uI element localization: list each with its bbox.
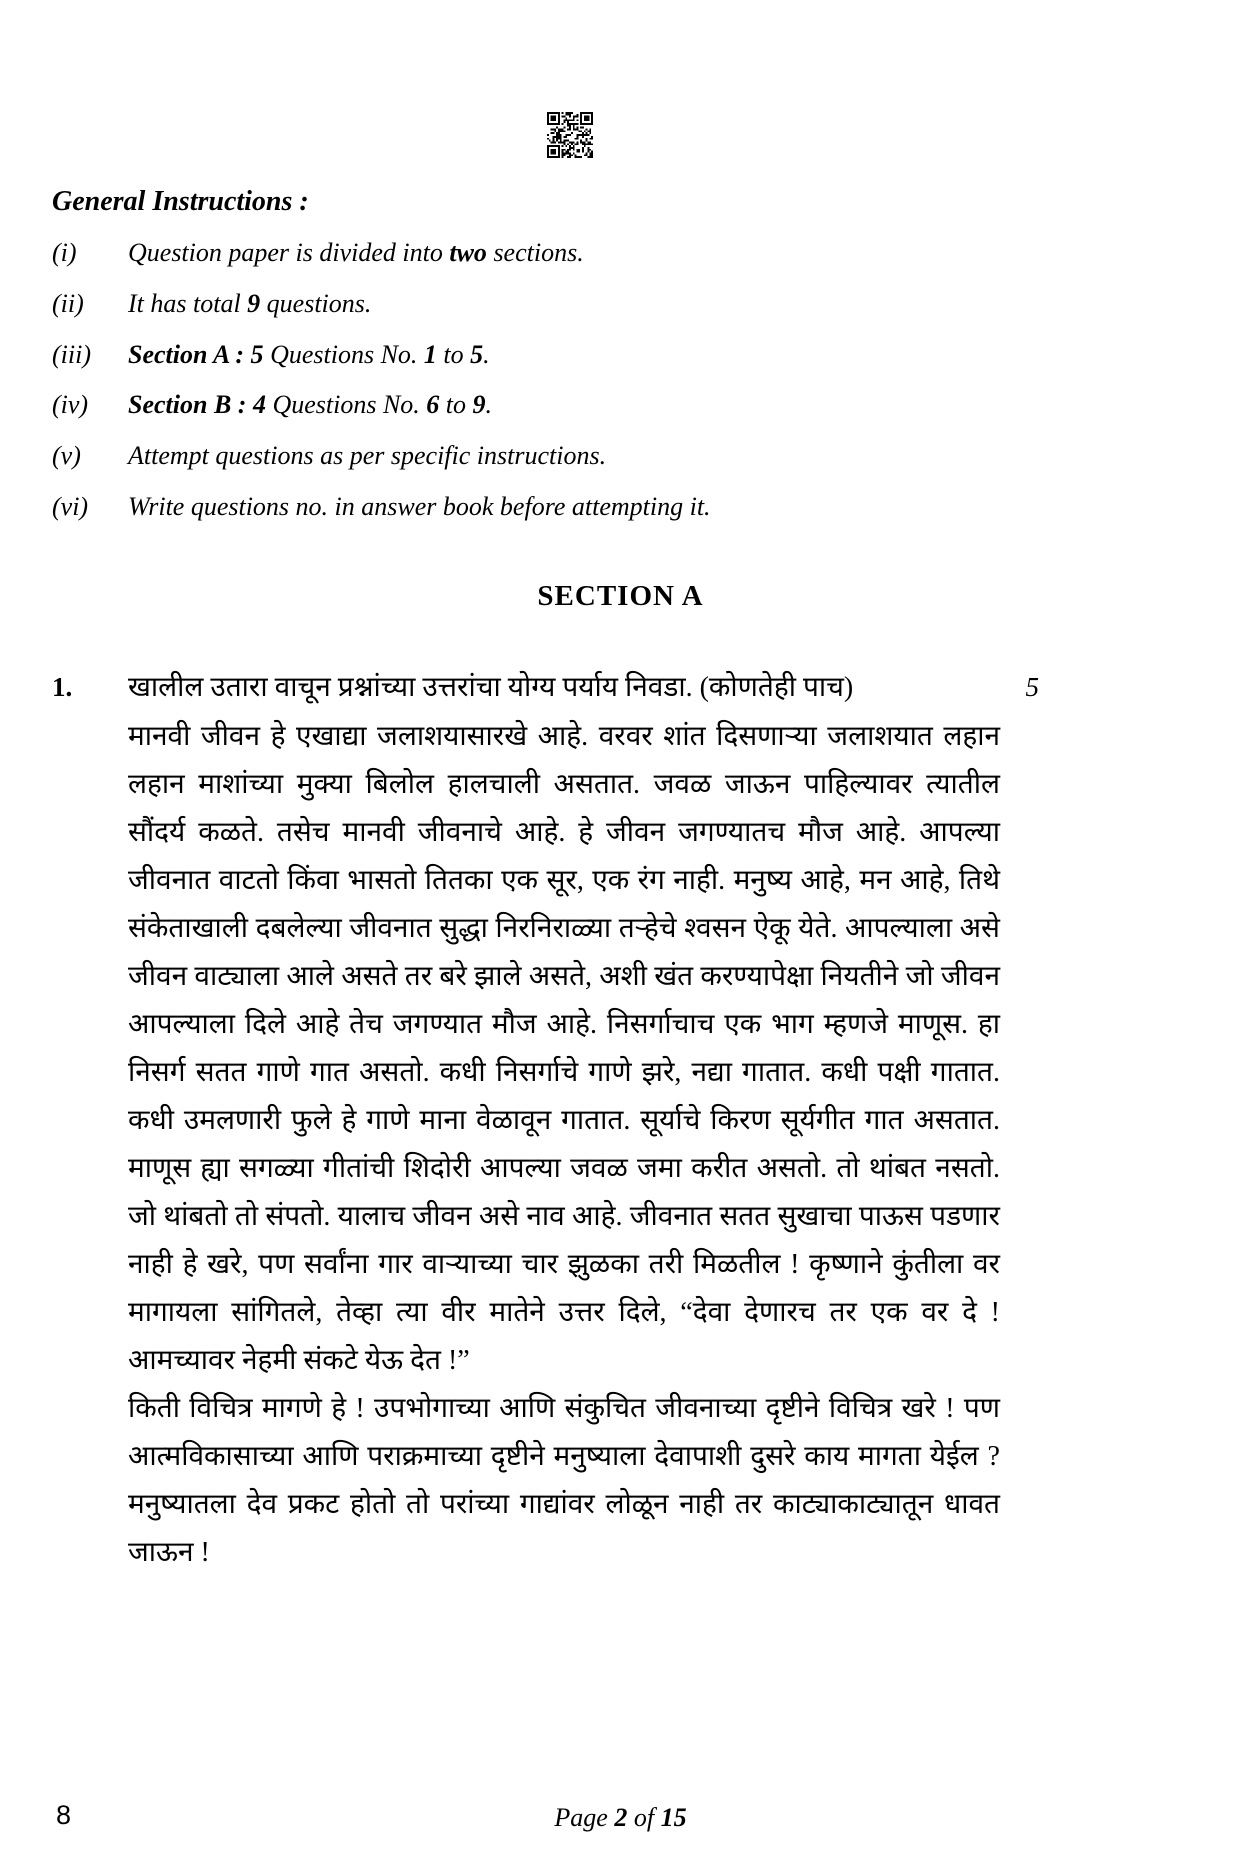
passage-paragraph: मानवी जीवन हे एखाद्या जलाशयासारखे आहे. वरवर शांत दिसणाऱ्या जलाशयात लहान लहान माशांच्या मुक्या बिलोल हालचाली असतात. जवळ जाऊन पाहिल्यावर त्यातील सौंदर्य कळते. तसेच मानवी जीवनाचे आहे. हे जीवन जगण्यातच मौज आहे. आपल्या जीवनात वाटतो किंवा भासतो तितका एक सूर, एक रंग नाही. मनुष्य आहे, मन आहे, तिथे संकेताखाली दबलेल्या जीवनात सुद्धा निरनिराळ्या तऱ्हेचे श्वसन ऐकू येते. आपल्याला असे जीवन वाट्याला आले असते तर बरे झाले असते, अशी खंत करण्यापेक्षा नियतीने जो जीवन आपल्याला दिले आहे तेच जगण्यात मौज आहे. निसर्गाचाच एक भाग म्हणजे माणूस. हा निसर्ग सतत गाणे गात असतो. कधी निसर्गाचे गाणे झरे, नद्या गातात. कधी पक्षी गातात. कधी उमलणारी फुले हे गाणे माना वेळावून गातात. सूर्याचे किरण सूर्यगीत गात असतात. माणूस ह्या सगळ्या गीतांची शिदोरी आपल्या जवळ जमा करीत असतो. तो थांबत नसतो. जो थांबतो तो संपतो. यालाच जीवन असे नाव आहे. जीवनात सतत सुखाचा पाऊस पडणार नाही हे खरे, पण सर्वांना गार वाऱ्याच्या चार झुळका तरी मिळतील ! कृष्णाने कुंतीला वर मागायला सांगितले, तेव्हा त्या वीर मातेने उत्तर दिले, “देवा देणारच तर एक वर दे ! आमच्यावर नेहमी संकटे येऊ देत !” <box>128 720 1000 1376</box>
instruction-text-segment: Questions No. <box>263 339 424 369</box>
footer-page-prefix: Page <box>554 1803 615 1832</box>
instruction-item <box>0 388 1241 422</box>
instruction-text-segment: Question paper is divided into <box>128 238 450 267</box>
instruction-text <box>128 287 1241 321</box>
instruction-text-segment: to <box>439 390 473 420</box>
general-instructions-title: General Instructions : <box>52 186 309 217</box>
instruction-text <box>128 338 1241 372</box>
passage-paragraph: किती विचित्र मागणे हे ! उपभोगाच्या आणि संकुचित जीवनाच्या दृष्टीने विचित्र खरे ! पण आत्मविकासाच्या आणि पराक्रमाच्या दृष्टीने मनुष्याला देवापाशी दुसरे काय मागता येईल ? मनुष्यातला देव प्रकट होतो तो परांच्या गाद्यांवर लोळून नाही तर काट्याकाट्यातून धावत जाऊन ! <box>128 1392 1000 1568</box>
question-prompt: खालील उतारा वाचून प्रश्नांच्या उत्तरांचा योग्य पर्याय निवडा. (कोणतेही पाच) <box>128 671 854 703</box>
instruction-text-segment: Write questions no. in answer book before attempting it. <box>128 491 711 521</box>
instruction-item <box>0 236 1241 270</box>
instruction-text-bold: two <box>449 238 487 267</box>
instruction-text-segment: . <box>483 339 490 369</box>
instruction-text-bold: 9 <box>472 390 486 420</box>
instruction-text-bold: 9 <box>247 288 261 318</box>
footer-page-current: 2 <box>614 1803 628 1832</box>
instruction-text-bold: Section B : 4 <box>128 390 266 420</box>
question-paper-page <box>0 112 1241 1867</box>
instruction-numeral: (iv) <box>52 390 89 420</box>
instruction-text-segment: It has total <box>128 288 248 318</box>
instruction-text-bold: 5 <box>470 339 484 369</box>
instruction-item <box>0 287 1241 321</box>
question-passage <box>128 713 1000 1577</box>
instruction-numeral: (i) <box>52 238 77 267</box>
instruction-text-segment: to <box>436 339 471 369</box>
instruction-numeral: (v) <box>52 441 81 471</box>
question-1-row <box>52 667 1189 705</box>
instruction-numeral: (iii) <box>52 339 91 369</box>
instruction-text <box>128 388 1241 422</box>
instruction-text <box>128 490 1241 524</box>
instruction-text <box>128 236 1241 270</box>
footer-page-total: 15 <box>660 1803 687 1832</box>
instruction-text-segment: Questions No. <box>265 390 427 420</box>
instruction-text-segment: questions. <box>260 288 372 318</box>
instruction-text-segment: Attempt questions as per specific instructions. <box>128 441 607 471</box>
instruction-item <box>0 439 1241 473</box>
section-a-heading: SECTION A <box>537 579 704 612</box>
instruction-numeral: (vi) <box>52 491 89 521</box>
footer-page-indicator <box>0 1803 1241 1833</box>
instruction-item <box>0 338 1241 372</box>
instruction-numeral: (ii) <box>52 288 84 318</box>
question-number: 1. <box>52 671 73 702</box>
footer-page-number-left: 8 <box>56 1800 72 1830</box>
general-instructions-list <box>0 236 1241 524</box>
instruction-text-bold: Section A : 5 <box>128 339 264 369</box>
question-marks: 5 <box>1025 671 1039 702</box>
instruction-text-bold: 1 <box>423 339 437 369</box>
instruction-text-bold: 6 <box>426 390 440 420</box>
footer-page-of: of <box>627 1803 661 1832</box>
instruction-text <box>128 439 1241 473</box>
instruction-text-segment: sections. <box>486 238 584 267</box>
instruction-text-segment: . <box>485 390 493 420</box>
qr-code <box>547 112 593 158</box>
instruction-item <box>0 490 1241 524</box>
